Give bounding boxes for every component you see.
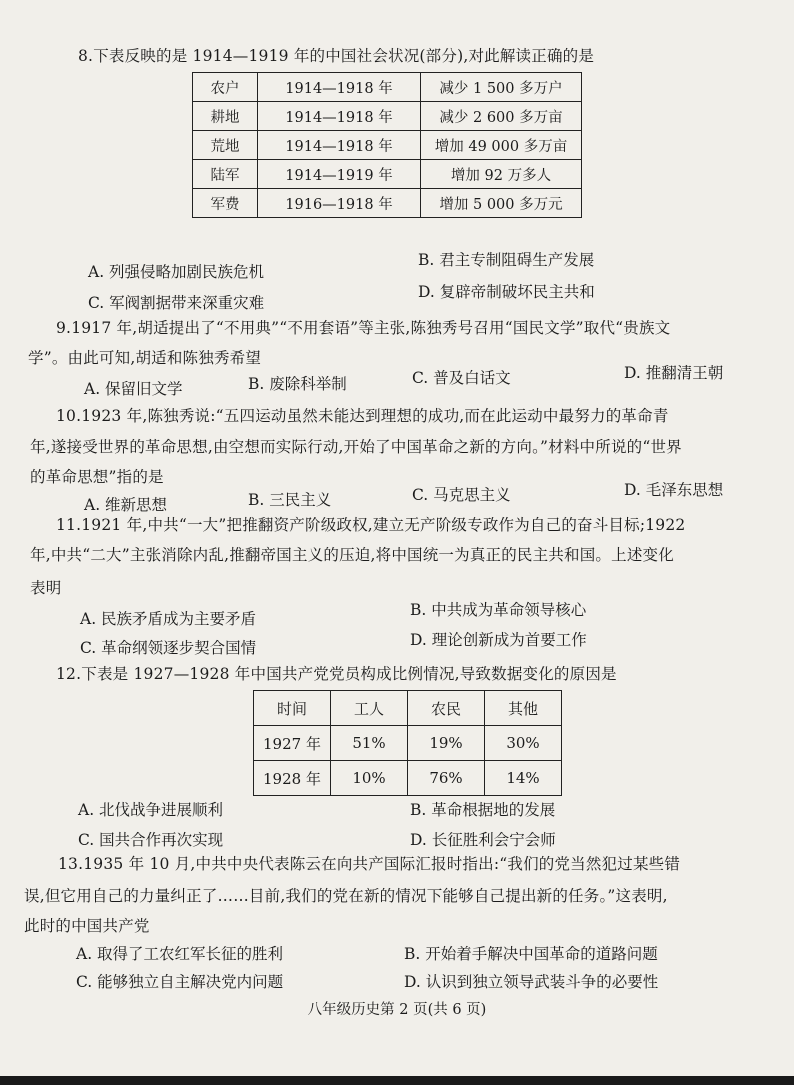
table-cell: 农户 — [193, 73, 258, 102]
q9-option-a[interactable]: A. 保留旧文学 — [84, 380, 183, 398]
table-cell: 10% — [331, 761, 408, 796]
q11-line-1: 11.1921 年,中共“一大”把推翻资产阶级政权,建立无产阶级专政作为自己的奋斗目标;1922 — [56, 516, 686, 534]
table-header-row — [254, 691, 562, 726]
q10-option-b[interactable]: B. 三民主义 — [248, 491, 332, 509]
scan-edge-divider — [0, 1076, 794, 1085]
q11-line-3: 表明 — [30, 579, 62, 597]
q9-option-b[interactable]: B. 废除科举制 — [248, 375, 347, 393]
table-cell: 51% — [331, 726, 408, 761]
table-cell: 陆军 — [193, 160, 258, 189]
q8-option-b[interactable]: B. 君主专制阻碍生产发展 — [418, 251, 595, 269]
q9-line-2: 学”。由此可知,胡适和陈独秀希望 — [28, 349, 262, 367]
table-cell: 减少 1 500 多万户 — [421, 73, 582, 102]
table-cell: 增加 92 万多人 — [421, 160, 582, 189]
table-cell: 1914—1918 年 — [258, 102, 421, 131]
table-cell: 耕地 — [193, 102, 258, 131]
table-cell: 荒地 — [193, 131, 258, 160]
table-cell: 76% — [408, 761, 485, 796]
q13-line-3: 此时的中国共产党 — [24, 917, 150, 935]
table-cell: 1916—1918 年 — [258, 189, 421, 218]
q13-option-a[interactable]: A. 取得了工农红军长征的胜利 — [76, 945, 284, 963]
table-header-cell: 农民 — [408, 691, 485, 726]
table-cell: 增加 5 000 多万元 — [421, 189, 582, 218]
q11-option-a[interactable]: A. 民族矛盾成为主要矛盾 — [80, 610, 257, 628]
q13-line-1: 13.1935 年 10 月,中共中央代表陈云在向共产国际汇报时指出:“我们的党当然犯过某些错 — [58, 855, 681, 873]
table-cell: 19% — [408, 726, 485, 761]
table-header-cell: 时间 — [254, 691, 331, 726]
table-row — [254, 726, 562, 761]
q12-option-a[interactable]: A. 北伐战争进展顺利 — [78, 801, 224, 819]
table-cell: 1914—1919 年 — [258, 160, 421, 189]
table-cell: 1928 年 — [254, 761, 331, 796]
q11-line-2: 年,中共“二大”主张消除内乱,推翻帝国主义的压迫,将中国统一为真正的民主共和国。上述变化 — [30, 546, 674, 564]
q11-option-d[interactable]: D. 理论创新成为首要工作 — [410, 631, 587, 649]
table-header-cell: 工人 — [331, 691, 408, 726]
table-row — [193, 131, 582, 160]
q13-line-2: 误,但它用自己的力量纠正了……目前,我们的党在新的情况下能够自己提出新的任务。”这表明, — [24, 887, 668, 905]
q12-stem: 12.下表是 1927—1928 年中国共产党党员构成比例情况,导致数据变化的原因是 — [56, 665, 617, 683]
table-cell: 增加 49 000 多万亩 — [421, 131, 582, 160]
q10-option-c[interactable]: C. 马克思主义 — [412, 486, 511, 504]
q8-stem: 8.下表反映的是 1914—1919 年的中国社会状况(部分),对此解读正确的是 — [78, 47, 595, 65]
table-cell: 30% — [485, 726, 562, 761]
page-footer: 八年级历史第 2 页(共 6 页) — [307, 1002, 487, 1018]
table-cell: 1914—1918 年 — [258, 73, 421, 102]
table-row — [193, 102, 582, 131]
q13-option-d[interactable]: D. 认识到独立领导武装斗争的必要性 — [404, 973, 659, 991]
q12-option-c[interactable]: C. 国共合作再次实现 — [78, 831, 224, 849]
q10-line-2: 年,遂接受世界的革命思想,由空想而实际行动,开始了中国革命之新的方向。”材料中所说的“世界 — [30, 438, 682, 456]
q10-option-d[interactable]: D. 毛泽东思想 — [624, 481, 724, 499]
q8-option-c[interactable]: C. 军阀割据带来深重灾难 — [88, 294, 265, 312]
q9-option-d[interactable]: D. 推翻清王朝 — [624, 364, 724, 382]
table-row — [254, 761, 562, 796]
q9-line-1: 9.1917 年,胡适提出了“不用典”“不用套语”等主张,陈独秀号召用“国民文学”取代“贵族文 — [56, 319, 671, 337]
table-row — [193, 160, 582, 189]
q10-line-1: 10.1923 年,陈独秀说:“五四运动虽然未能达到理想的成功,而在此运动中最努力的革命青 — [56, 407, 669, 425]
q13-option-c[interactable]: C. 能够独立自主解决党内问题 — [76, 973, 284, 991]
q13-option-b[interactable]: B. 开始着手解决中国革命的道路问题 — [404, 945, 658, 963]
q10-option-a[interactable]: A. 维新思想 — [84, 496, 168, 514]
table-cell: 14% — [485, 761, 562, 796]
q8-table — [192, 72, 582, 218]
q12-option-d[interactable]: D. 长征胜利会宁会师 — [410, 831, 556, 849]
q12-table — [253, 690, 562, 796]
table-cell: 1927 年 — [254, 726, 331, 761]
q9-option-c[interactable]: C. 普及白话文 — [412, 369, 511, 387]
q8-option-a[interactable]: A. 列强侵略加剧民族危机 — [88, 263, 265, 281]
q11-option-c[interactable]: C. 革命纲领逐步契合国情 — [80, 639, 257, 657]
q11-option-b[interactable]: B. 中共成为革命领导核心 — [410, 601, 587, 619]
q12-option-b[interactable]: B. 革命根据地的发展 — [410, 801, 556, 819]
table-row — [193, 189, 582, 218]
table-header-cell: 其他 — [485, 691, 562, 726]
q8-option-d[interactable]: D. 复辟帝制破坏民主共和 — [418, 283, 595, 301]
table-cell: 减少 2 600 多万亩 — [421, 102, 582, 131]
q10-line-3: 的革命思想”指的是 — [30, 468, 164, 486]
table-cell: 军费 — [193, 189, 258, 218]
table-row — [193, 73, 582, 102]
table-cell: 1914—1918 年 — [258, 131, 421, 160]
